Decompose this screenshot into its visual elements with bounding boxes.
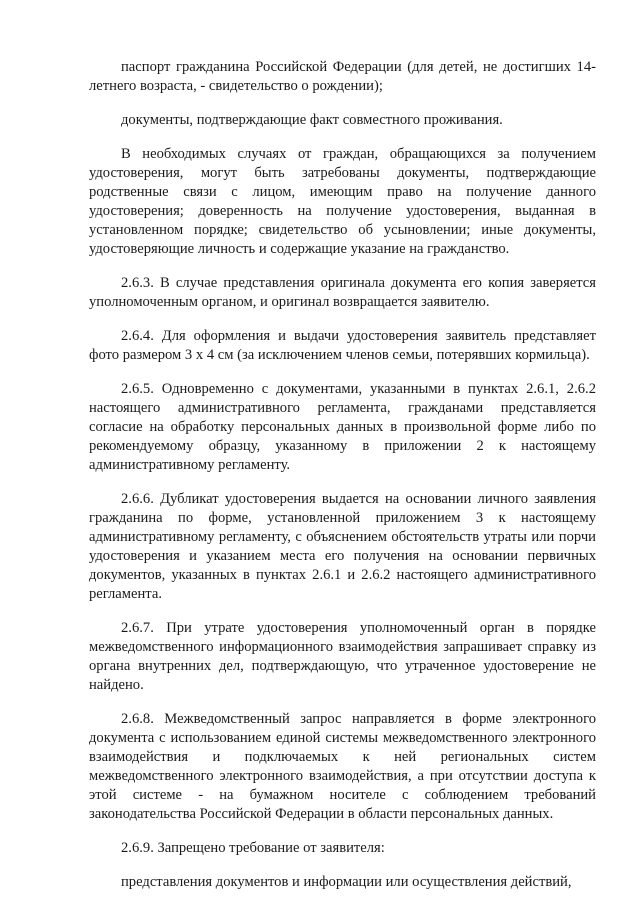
- paragraph-2-6-3: 2.6.3. В случае представления оригинала документа его копия заверяется уполномоченным органом, и оригинал возвращается заявителю.: [89, 275, 596, 310]
- paragraph-2-6-5: 2.6.5. Одновременно с документами, указанными в пунктах 2.6.1, 2.6.2 настоящего административного регламента, гражданами представляется согласие на обработку персональных данных в произвольной форме либо по рекомендуемому образцу, указанному в приложении 2 к настоящему административному регламенту.: [89, 381, 596, 473]
- paragraph-2-6-8: 2.6.8. Межведомственный запрос направляется в форме электронного документа с использованием единой системы межведомственного электронного взаимодействия и подключаемых к ней региональных систем межведомственного электронного взаимодействия, а при отсутствии доступа к этой системе - на бумажном носителе с соблюдением требований законодательства Российской Федерации в области персональных данных.: [89, 711, 596, 822]
- paragraph-2-6-7: 2.6.7. При утрате удостоверения уполномоченный орган в порядке межведомственного информационного взаимодействия запрашивает справку из органа внутренних дел, подтверждающую, что утраченное удостоверение не найдено.: [89, 620, 596, 693]
- paragraph-2-6-4: 2.6.4. Для оформления и выдачи удостоверения заявитель представляет фото размером 3 х 4 см (за исключением членов семьи, потерявших кормильца).: [89, 328, 596, 363]
- paragraph-cohabitation-documents: документы, подтверждающие факт совместного проживания.: [121, 112, 503, 128]
- paragraph-2-6-9: 2.6.9. Запрещено требование от заявителя:: [121, 840, 385, 856]
- paragraph-passport: паспорт гражданина Российской Федерации (для детей, не достигших 14-летнего возраста, - свидетельство о рождении);: [89, 59, 596, 94]
- paragraph-continuation: представления документов и информации или осуществления действий,: [121, 874, 572, 890]
- paragraph-additional-documents: В необходимых случаях от граждан, обращающихся за получением удостоверения, могут быть затребованы документы, подтверждающие родственные связи с лицом, имеющим право на получение данного удостоверения; доверенность на получение удостоверения, выданная в установленном порядке; свидетельство об усыновлении; иные документы, удостоверяющие личность и содержащие указание на гражданство.: [89, 146, 596, 257]
- paragraph-2-6-6: 2.6.6. Дубликат удостоверения выдается на основании личного заявления гражданина по форме, установленной приложением 3 к настоящему административному регламенту, с объяснением обстоятельств утраты или порчи удостоверения и указанием места его получения на основании первичных документов, указанных в пунктах 2.6.1 и 2.6.2 настоящего административного регламента.: [89, 491, 596, 602]
